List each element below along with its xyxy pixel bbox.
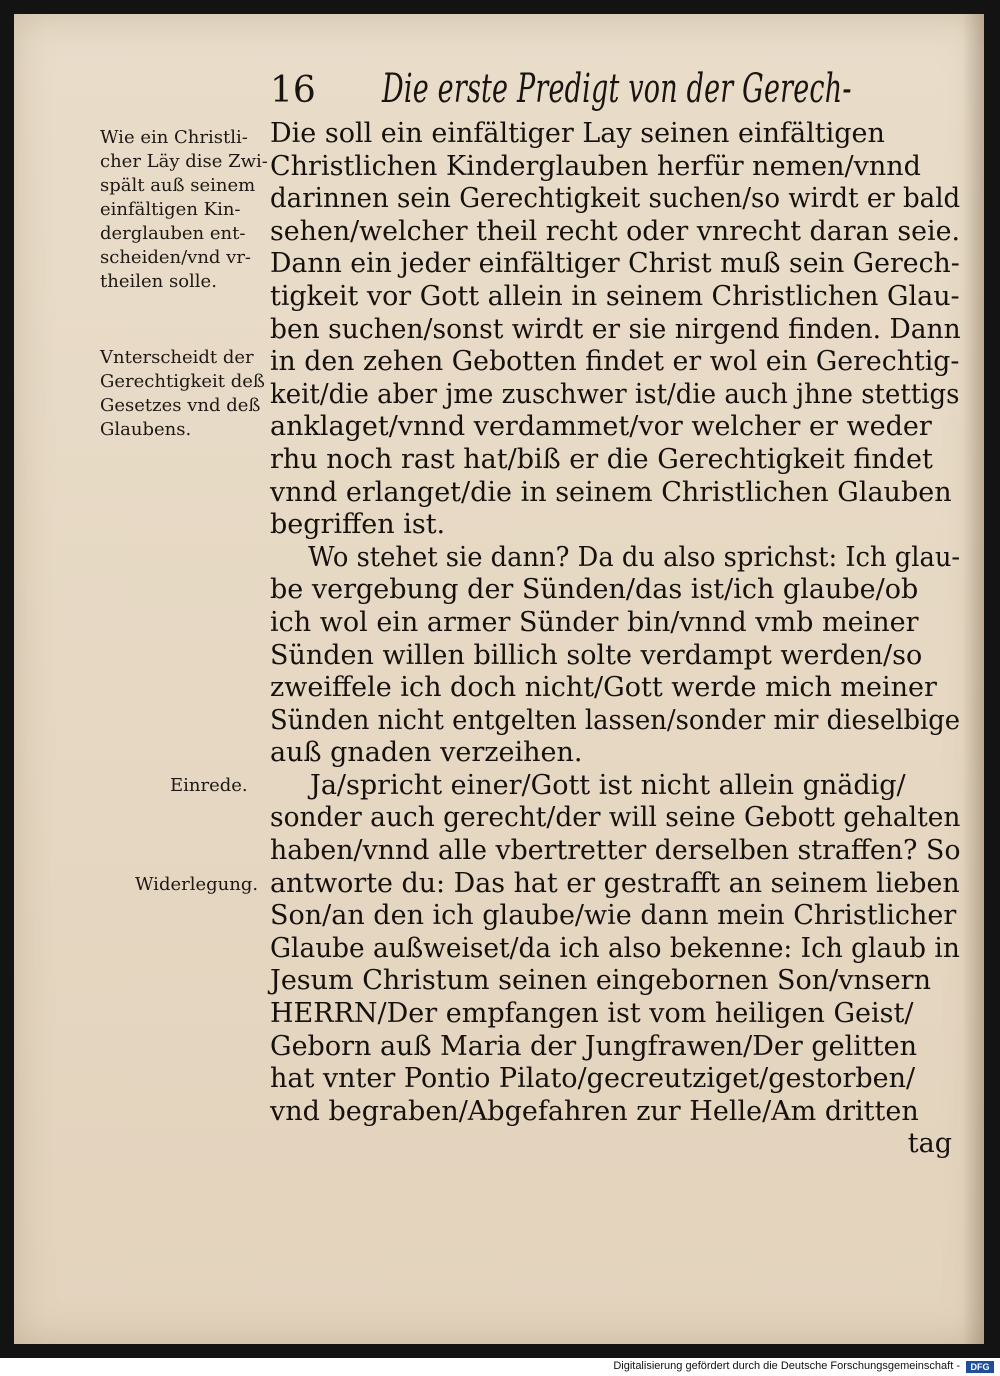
text-line: Christlichen Kinderglauben herfür nemen/vnnd [270, 150, 921, 182]
running-head: Die erste Predigt von der Gerech- [382, 66, 852, 112]
text-line: vnd begraben/Abgefahren zur Helle/Am dritten [270, 1095, 919, 1127]
marginal-note-line: Wie ein Christli- [100, 127, 248, 148]
text-line: Jesum Christum seinen eingebornen Son/vnsern [270, 965, 931, 997]
body-text [270, 118, 960, 1161]
text-line: Son/an den ich glaube/wie dann mein Christlicher [270, 900, 957, 932]
text-line: Sünden willen billich solte verdampt werden/so [270, 639, 923, 671]
text-line: antworte du: Das hat er gestrafft an seinem lieben [270, 867, 960, 899]
text-line: HERRN/Der empfangen ist vom heiligen Geist/ [270, 998, 914, 1030]
marginal-note-einrede [170, 774, 248, 798]
text-line: zweiffele ich doch nicht/Gott werde mich meiner [270, 672, 937, 704]
text-line: Glaube außweiset/da ich also bekenne: Ich glaub in [270, 932, 960, 964]
text-line: Sünden nicht entgelten lassen/sonder mir dieselbige [270, 704, 961, 736]
marginal-note-line: scheiden/vnd vr- [100, 247, 252, 268]
page-header [270, 62, 850, 122]
text-line: rhu noch rast hat/biß er die Gerechtigkeit findet [270, 443, 933, 475]
dfg-logo-icon: DFG [966, 1361, 994, 1373]
marginal-note-line: Glaubens. [100, 419, 192, 440]
marginal-note-line: Einrede. [170, 775, 248, 796]
page-number: 16 [270, 70, 316, 111]
text-line: haben/vnnd alle vbertretter derselben straffen? So [270, 835, 961, 867]
text-line: tigkeit vor Gott allein in seinem Christlichen Glau- [270, 280, 960, 312]
text-line: sehen/welcher theil recht oder vnrecht daran seie. [270, 215, 960, 247]
digitization-footer [0, 1358, 1000, 1376]
marginal-note-line: Vnterscheidt der [100, 347, 254, 368]
text-line: auß gnaden verzeihen. [270, 737, 583, 769]
marginal-note-widerlegung [135, 873, 258, 897]
marginal-note-line: Gerechtigkeit deß [100, 371, 265, 392]
marginal-note-line: theilen solle. [100, 271, 217, 292]
marginal-note-1 [100, 126, 268, 294]
text-line: begriffen ist. [270, 509, 446, 541]
text-line: anklaget/vnnd verdammet/vor welcher er weder [270, 411, 932, 443]
text-line: vnnd erlanget/die in seinem Christlichen Glauben [270, 476, 952, 508]
text-line: ich wol ein armer Sünder bin/vnnd vmb meiner [270, 606, 919, 638]
marginal-note-line: einfältigen Kin- [100, 199, 241, 220]
text-line: darinnen sein Gerechtigkeit suchen/so wirdt er bald [270, 183, 961, 215]
text-line: hat vnter Pontio Pilato/gecreutziget/gestorben/ [270, 1063, 916, 1095]
marginal-note-line: spält auß seinem [100, 175, 256, 196]
marginal-note-line: derglauben ent- [100, 223, 246, 244]
page-edge-shadow [962, 14, 984, 1344]
marginal-note-line: Gesetzes vnd deß [100, 395, 261, 416]
marginal-note-line: Widerlegung. [135, 874, 259, 895]
text-line: sonder auch gerecht/der will seine Gebott gehalten [270, 802, 961, 834]
text-line: Wo stehet sie dann? Da du also sprichst: Ich glau- [308, 541, 961, 573]
text-line: keit/die aber jme zuschwer ist/die auch jhne stettigs [270, 378, 960, 410]
text-line: Dann ein jeder einfältiger Christ muß sein Gerech- [270, 248, 960, 280]
catchword: tag [907, 1128, 952, 1160]
text-line: Ja/spricht einer/Gott ist nicht allein gnädig/ [310, 769, 906, 801]
text-line: in den zehen Gebotten findet er wol ein Gerechtig- [270, 346, 960, 378]
footer-credit: Digitalisierung gefördert durch die Deutsche Forschungsgemeinschaft - [613, 1360, 960, 1372]
text-line: Geborn auß Maria der Jungfrawen/Der gelitten [270, 1030, 917, 1062]
text-line: Die soll ein einfältiger Lay seinen einfältigen [270, 118, 885, 149]
text-line: ben suchen/sonst wirdt er sie nirgend finden. Dann [270, 313, 961, 345]
marginal-note-line: cher Läy dise Zwi- [100, 151, 268, 172]
marginal-note-2 [100, 346, 265, 442]
text-line: be vergebung der Sünden/das ist/ich glaube/ob [270, 574, 919, 606]
